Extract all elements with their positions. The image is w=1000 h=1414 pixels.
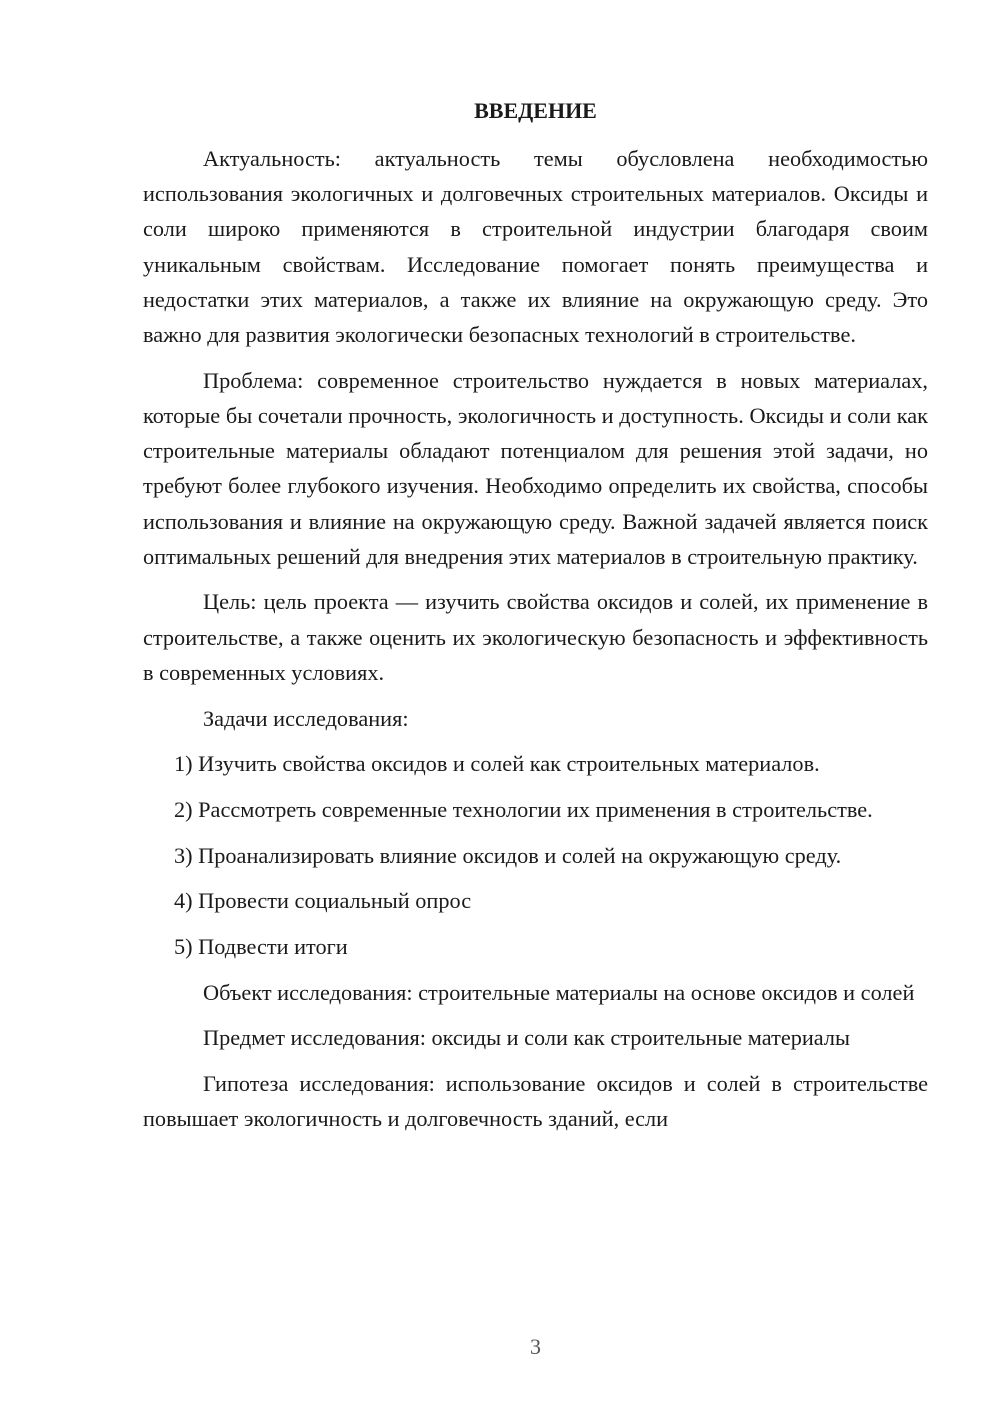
paragraph-hypothesis: Гипотеза исследования: использование оксидов и солей в строительстве повышает экологичность и долговечность зданий, если xyxy=(143,1071,928,1132)
page-title: ВВЕДЕНИЕ xyxy=(474,98,597,123)
list-item: 3) Проанализировать влияние оксидов и солей на окружающую среду. xyxy=(174,842,842,868)
page-number: 3 xyxy=(530,1334,541,1359)
list-item: 1) Изучить свойства оксидов и солей как строительных материалов. xyxy=(174,751,820,777)
document-body xyxy=(143,141,928,1147)
list-item: 4) Провести социальный опрос xyxy=(174,888,472,914)
document-page xyxy=(143,0,928,1414)
paragraph-subject: Предмет исследования: оксиды и соли как строительные материалы xyxy=(203,1025,850,1051)
paragraph-problem: Проблема: современное строительство нуждается в новых материалах, которые бы сочетали прочность, экологичность и доступность. Оксиды и соли как строительные материалы обладают потенциалом для решения этой задачи, но требуют более глубокого изучения. Необходимо определить их свойства, способы использования и влияние на окружающую среду. Важной задачей является поиск оптимальных решений для внедрения этих материалов в строительную практику. xyxy=(143,367,928,569)
paragraph-tasks-heading: Задачи исследования: xyxy=(203,705,409,731)
paragraph-relevance: Актуальность: актуальность темы обусловлена необходимостью использования экологичных и долговечных строительных материалов. Оксиды и соли широко применяются в строительной индустрии благодаря своим уникальным свойствам. Исследование помогает понять преимущества и недостатки этих материалов, а также их влияние на окружающую среду. Это важно для развития экологически безопасных технологий в строительстве. xyxy=(143,146,928,348)
list-item: 2) Рассмотреть современные технологии их применения в строительстве. xyxy=(174,796,873,822)
list-item: 5) Подвести итоги xyxy=(174,934,348,960)
paragraph-object: Объект исследования: строительные материалы на основе оксидов и солей xyxy=(203,979,915,1005)
paragraph-goal: Цель: цель проекта — изучить свойства оксидов и солей, их применение в строительстве, а также оценить их экологическую безопасность и эффективность в современных условиях. xyxy=(143,589,928,685)
